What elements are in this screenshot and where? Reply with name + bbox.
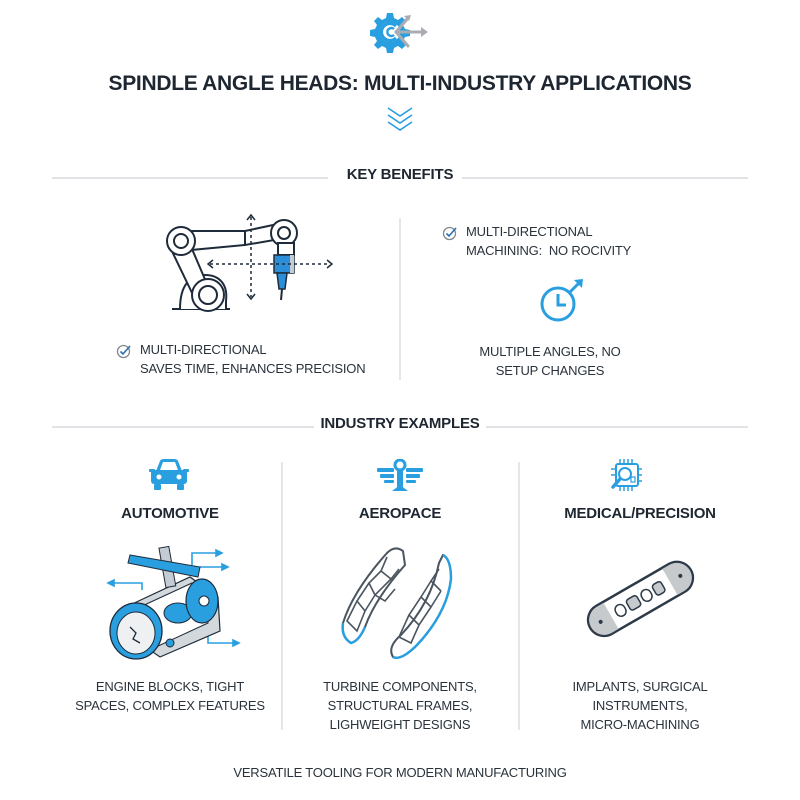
vertical-divider	[281, 462, 283, 730]
benefit-right-line2: MACHINING: NO ROCIVITY	[466, 243, 632, 258]
vertical-divider	[518, 462, 520, 730]
check-circle-icon	[116, 343, 132, 359]
check-circle-icon	[442, 225, 458, 241]
aircraft-wings-icon	[376, 459, 424, 493]
description-line: ENGINE BLOCKS, TIGHT	[95, 679, 245, 694]
description-line: IMPLANTS, SURGICAL INSTRUMENTS,	[572, 679, 708, 713]
description-line: SPACES, COMPLEX FEATURES	[75, 698, 265, 713]
implant-plate-icon	[580, 553, 700, 643]
key-benefits-heading	[0, 166, 800, 188]
description-line: LIGHWEIGHT DESIGNS	[329, 717, 471, 732]
divider-line	[52, 177, 328, 179]
industry-examples-heading	[0, 415, 800, 437]
industry-title: AEROPACE	[358, 505, 442, 522]
footer-tagline: VERSATILE TOOLING FOR MODERN MANUFACTURING	[233, 765, 567, 780]
divider-line	[462, 177, 748, 179]
chevrons-down-icon	[386, 105, 414, 135]
gear-arrows-icon	[370, 10, 432, 54]
logo	[370, 10, 432, 54]
benefit-left-line1: MULTI-DIRECTIONAL	[140, 342, 267, 357]
robot-arm-icon	[150, 205, 340, 325]
description-line: MICRO-MACHINING	[580, 717, 700, 732]
chip-magnifier-icon	[609, 457, 643, 493]
industry-card-automotive	[60, 455, 280, 725]
car-icon	[148, 457, 190, 493]
industry-title: MEDICAL/PRECISION	[564, 505, 716, 522]
industry-description	[290, 677, 510, 734]
section-title: KEY BENEFITS	[341, 166, 460, 183]
benefit-right	[442, 222, 702, 260]
clock-arrow-icon	[538, 278, 588, 326]
vertical-divider	[399, 218, 401, 380]
industry-description	[60, 677, 280, 715]
industry-card-aerospace	[290, 455, 510, 745]
benefit-right-line1: MULTI-DIRECTIONAL	[466, 224, 593, 239]
industry-card-medical	[525, 455, 755, 732]
turbine-lattice-parts-icon	[335, 543, 465, 663]
benefit-left-line2: SAVES TIME, ENHANCES PRECISION	[140, 361, 366, 376]
divider-line	[52, 426, 314, 428]
divider-line	[486, 426, 748, 428]
benefit-right-caption	[470, 342, 630, 380]
industry-title: AUTOMOTIVE	[121, 505, 219, 522]
angle-head-assembly-icon	[100, 535, 250, 660]
description-line: TURBINE COMPONENTS,	[323, 679, 477, 694]
section-title: INDUSTRY EXAMPLES	[314, 415, 485, 432]
industry-description	[525, 677, 755, 734]
caption-line2: SETUP CHANGES	[495, 363, 605, 378]
description-line: STRUCTURAL FRAMES,	[327, 698, 473, 713]
benefit-left	[116, 340, 366, 378]
page-title: SPINDLE ANGLE HEADS: MULTI-INDUSTRY APPLICATIONS	[108, 72, 692, 95]
caption-line1: MULTIPLE ANGLES, NO	[479, 344, 621, 359]
